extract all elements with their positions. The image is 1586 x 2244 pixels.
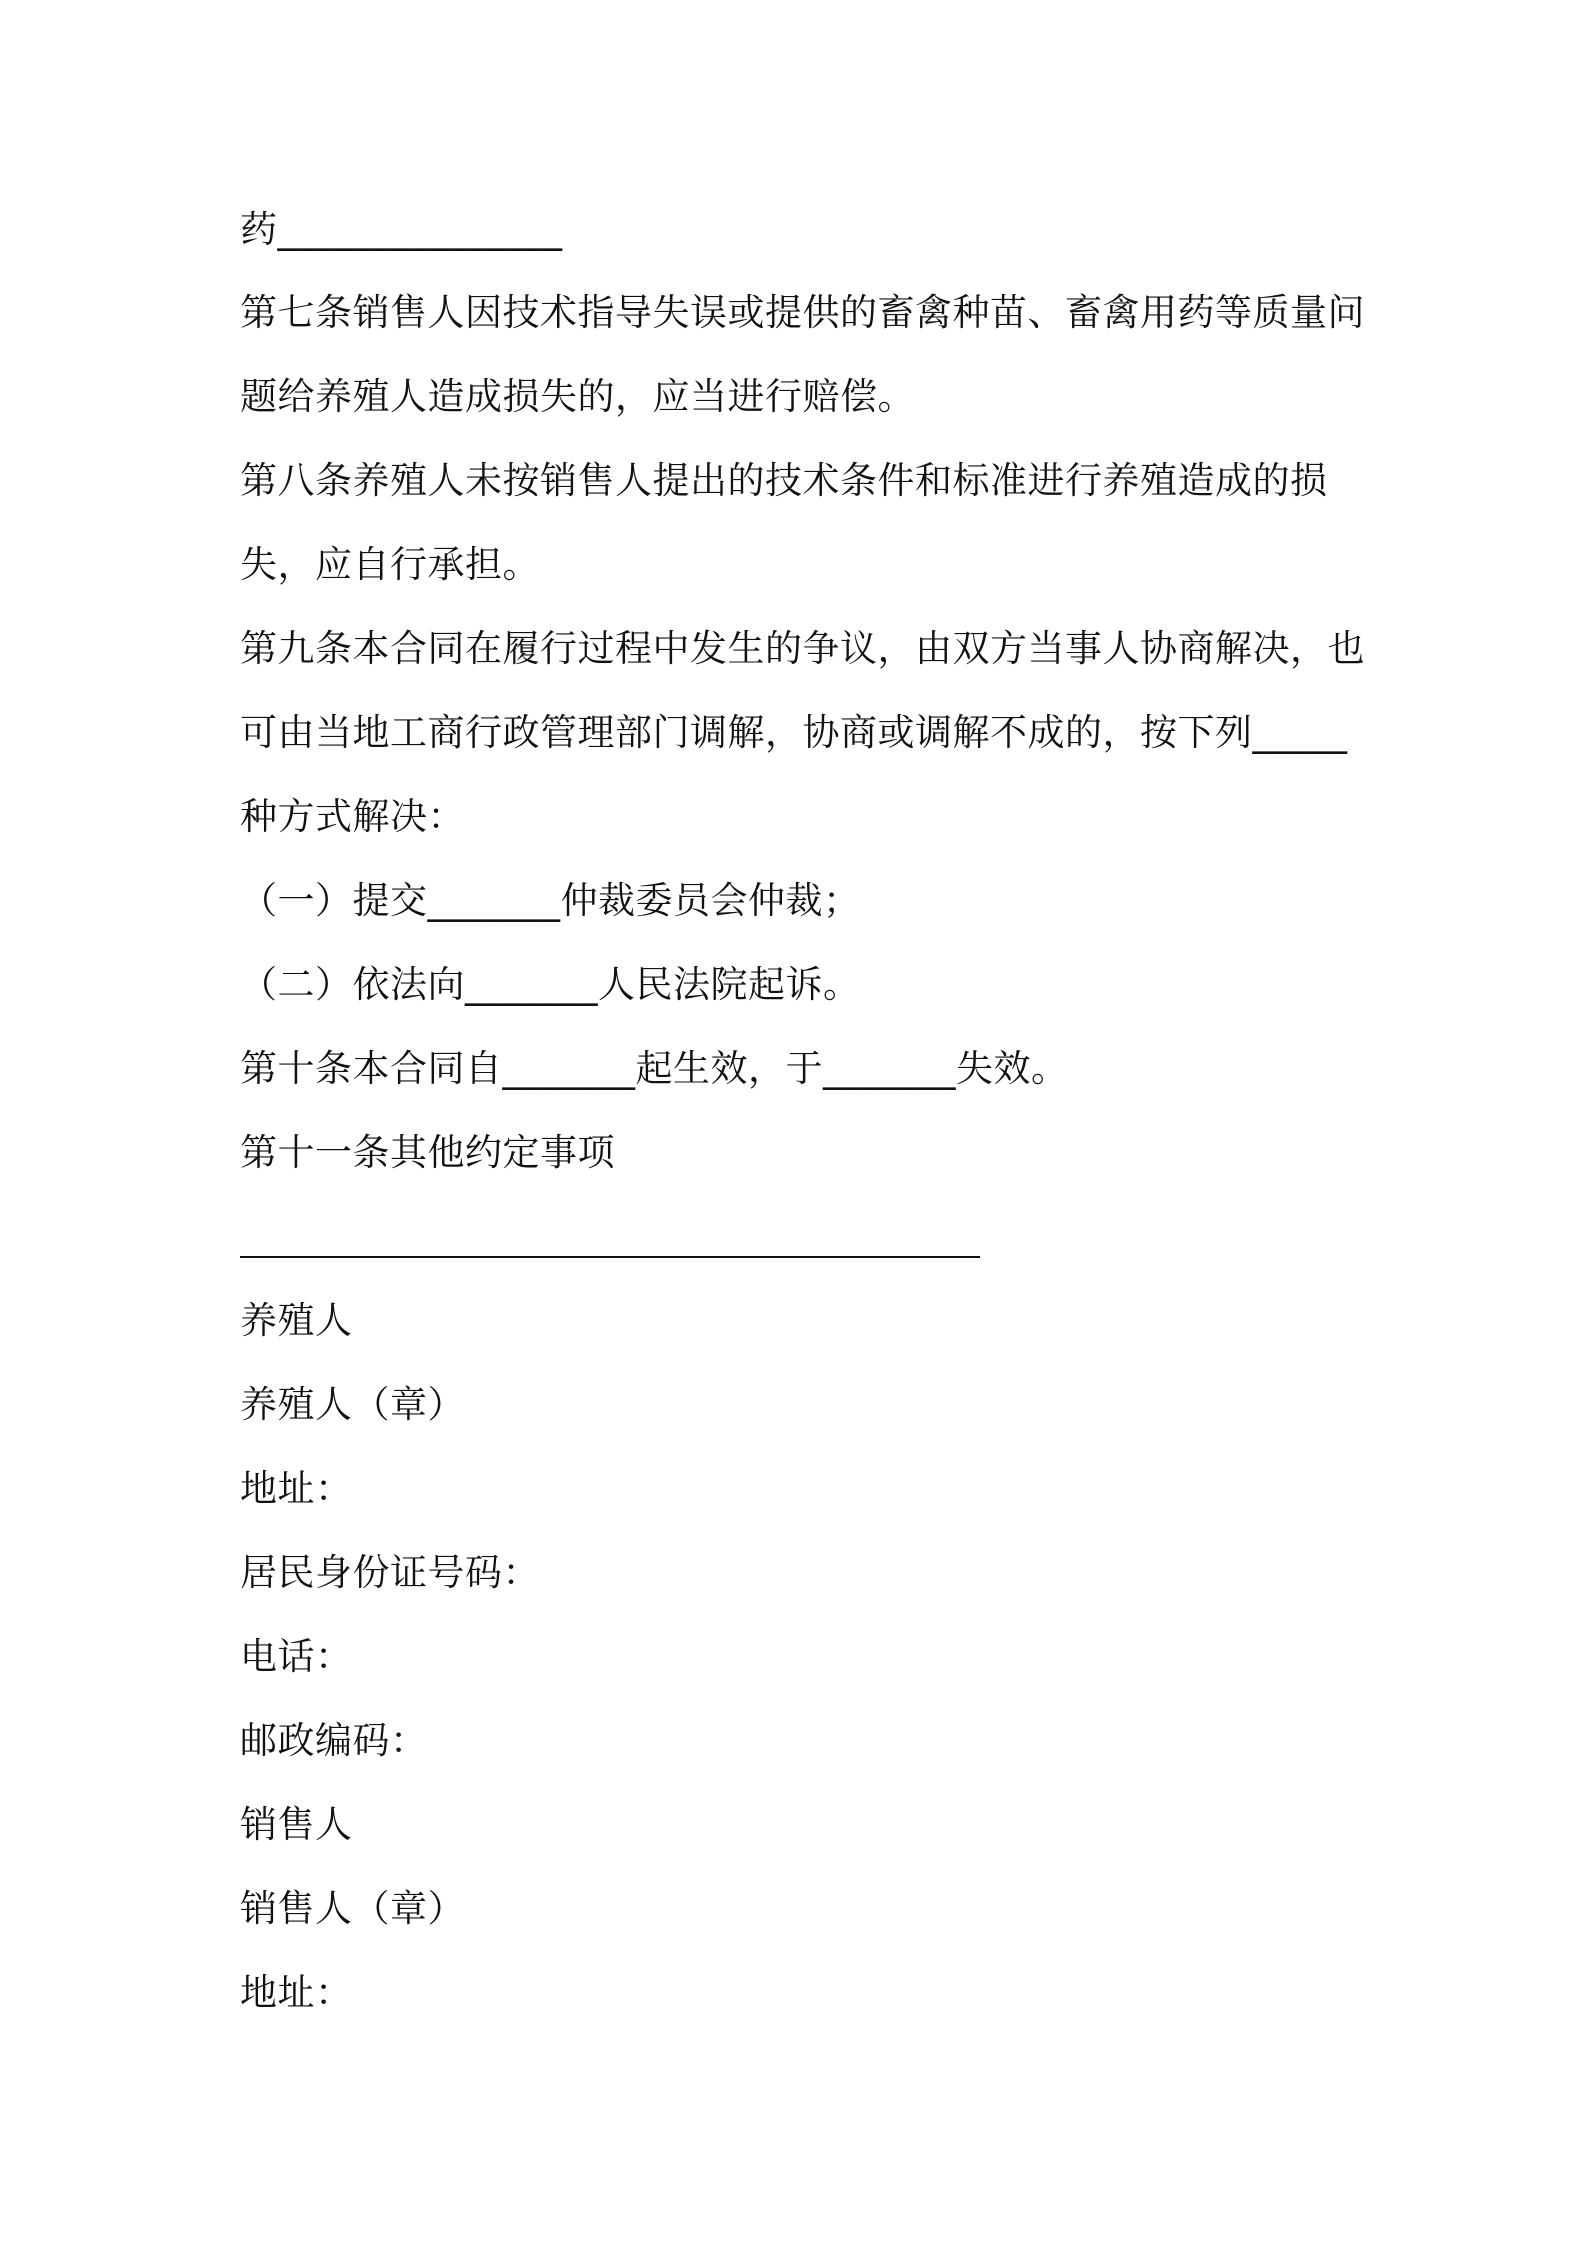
signature-seller-title: 销售人 xyxy=(240,1803,353,1846)
signature-seller-address: 地址： xyxy=(240,1971,353,2014)
signature-breeder-id: 居民身份证号码： xyxy=(240,1551,540,1594)
blank-fill-line xyxy=(240,1256,980,1258)
signature-breeder-phone: 电话： xyxy=(240,1635,353,1678)
text-line-6: 第九条本合同在履行过程中发生的争议，由双方当事人协商解决，也 xyxy=(240,627,1365,670)
signature-seller-seal: 销售人（章） xyxy=(240,1887,465,1930)
text-line-5: 失，应自行承担。 xyxy=(240,543,540,586)
text-line-9: （一）提交_______仲裁委员会仲裁； xyxy=(240,879,861,922)
text-line-1: 药_______________ xyxy=(240,208,563,251)
text-line-3: 题给养殖人造成损失的，应当进行赔偿。 xyxy=(240,375,915,418)
text-line-10: （二）依法向_______人民法院起诉。 xyxy=(240,963,861,1006)
text-line-4: 第八条养殖人未按销售人提出的技术条件和标准进行养殖造成的损 xyxy=(240,459,1328,502)
signature-breeder-seal: 养殖人（章） xyxy=(240,1383,465,1426)
text-line-7: 可由当地工商行政管理部门调解，协商或调解不成的，按下列_____ xyxy=(240,711,1348,754)
text-line-12: 第十一条其他约定事项 xyxy=(240,1131,615,1174)
signature-breeder-address: 地址： xyxy=(240,1467,353,1510)
text-line-2: 第七条销售人因技术指导失误或提供的畜禽种苗、畜禽用药等质量问 xyxy=(240,291,1365,334)
signature-breeder-title: 养殖人 xyxy=(240,1299,353,1342)
signature-breeder-postcode: 邮政编码： xyxy=(240,1719,428,1762)
text-line-11: 第十条本合同自_______起生效，于_______失效。 xyxy=(240,1047,1069,1090)
text-line-8: 种方式解决： xyxy=(240,795,465,838)
